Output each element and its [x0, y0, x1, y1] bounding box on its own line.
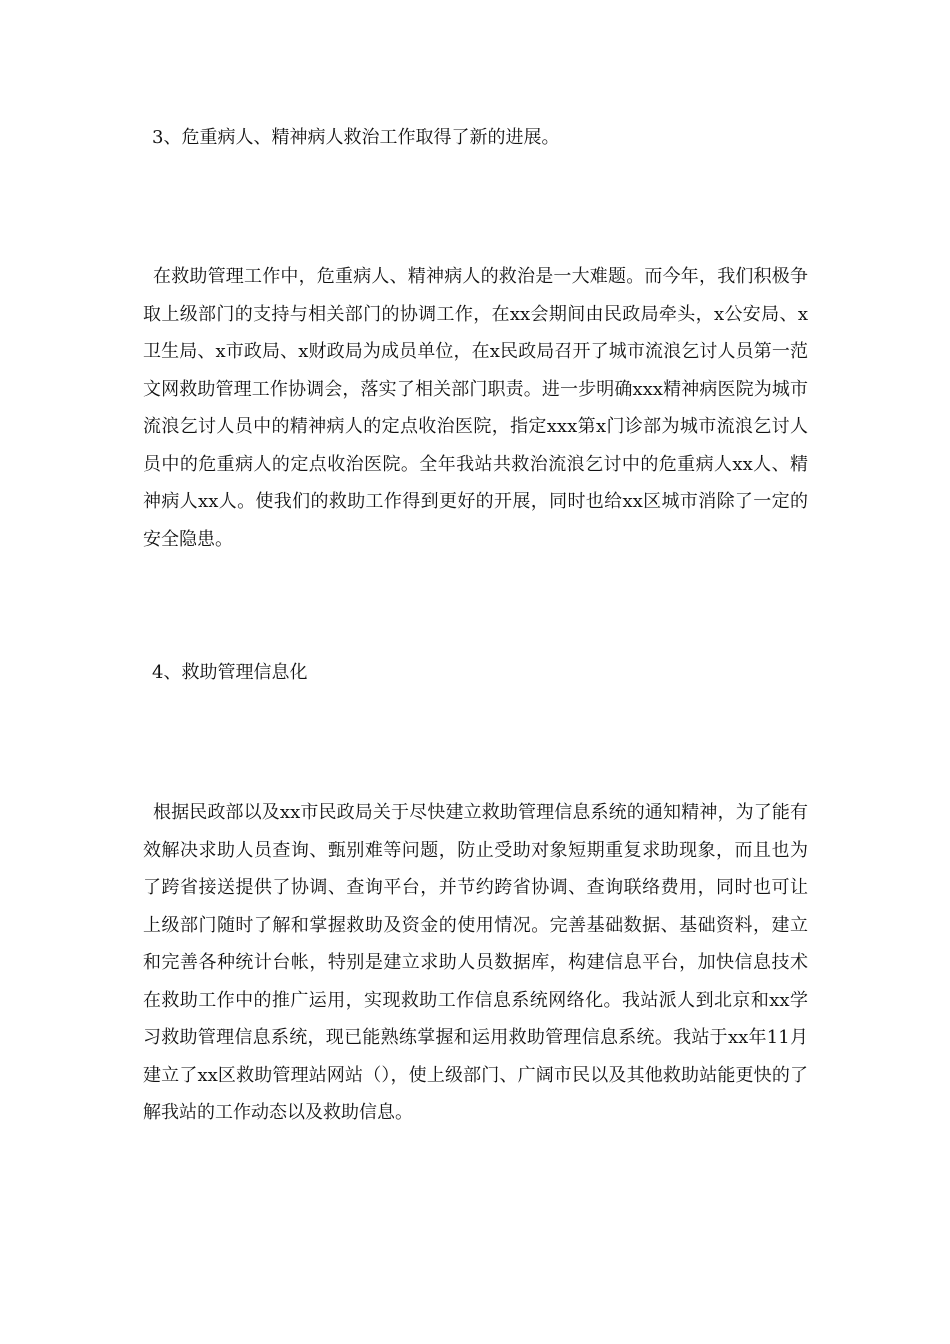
section-3-heading: 3、危重病人、精神病人救治工作取得了新的进展。: [152, 127, 560, 148]
section-3-paragraph: 在救助管理工作中，危重病人、精神病人的救治是一大难题。而今年，我们积极争取上级部门的支持与相关部门的协调工作，在xx会期间由民政局牵头，x公安局、x卫生局、x市政局、x财政局为成员单位，在x民政局召开了城市流浪乞讨人员第一范文网救助管理工作协调会，落实了相关部门职责。进一步明确xxx精神病医院为城市流浪乞讨人员中的精神病人的定点收治医院，指定xxx第x门诊部为城市流浪乞讨人员中的危重病人的定点收治医院。全年我站共救治流浪乞讨中的危重病人xx人、精神病人xx人。使我们的救助工作得到更好的开展，同时也给xx区城市消除了一定的安全隐患。: [143, 266, 808, 550]
section-4-heading: 4、救助管理信息化: [152, 662, 308, 683]
section-4-paragraph: 根据民政部以及xx市民政局关于尽快建立救助管理信息系统的通知精神，为了能有效解决求助人员查询、甄别难等问题，防止受助对象短期重复求助现象，而且也为了跨省接送提供了协调、查询平台，并节约跨省协调、查询联络费用，同时也可让上级部门随时了解和掌握救助及资金的使用情况。完善基础数据、基础资料，建立和完善各种统计台帐，特别是建立求助人员数据库，构建信息平台，加快信息技术在救助工作中的推广运用，实现救助工作信息系统网络化。我站派人到北京和xx学习救助管理信息系统，现已能熟练掌握和运用救助管理信息系统。我站于xx年11月建立了xx区救助管理站网站（），使上级部门、广阔市民以及其他救助站能更快的了解我站的工作动态以及救助信息。: [143, 802, 808, 1123]
